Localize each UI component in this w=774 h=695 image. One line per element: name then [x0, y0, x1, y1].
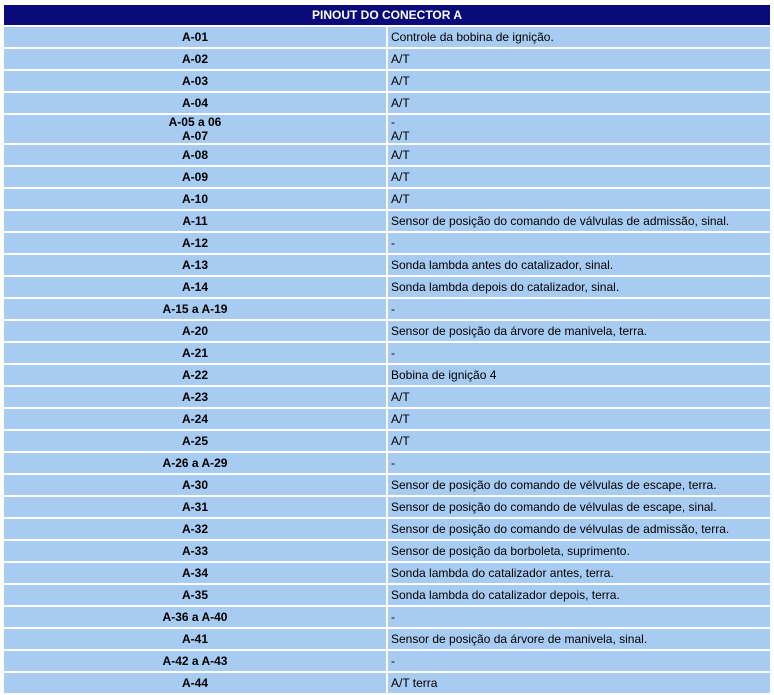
- description-cell: -: [388, 299, 770, 319]
- pin-cell: A-04: [4, 93, 386, 113]
- description-cell: Sensor de posição do comando de vélvulas de escape, terra.: [388, 475, 770, 495]
- pin-cell: A-10: [4, 189, 386, 209]
- description-cell: Sensor de posição da árvore de manivela, terra.: [388, 321, 770, 341]
- pin-cell: A-24: [4, 409, 386, 429]
- description-cell: Sonda lambda do catalizador antes, terra.: [388, 563, 770, 583]
- description-cell: A/T: [388, 145, 770, 165]
- table-row: [4, 651, 770, 671]
- pin-cell: A-13: [4, 255, 386, 275]
- pin-cell: A-44: [4, 673, 386, 693]
- pin-cell: A-02: [4, 49, 386, 69]
- table-row: [4, 365, 770, 385]
- description-cell: -: [388, 607, 770, 627]
- table-row: [4, 49, 770, 69]
- description-cell: A/T: [388, 49, 770, 69]
- pin-cell: A-42 a A-43: [4, 651, 386, 671]
- pinout-table-container: [2, 3, 772, 695]
- pinout-table: [2, 3, 772, 695]
- pin-cell: A-41: [4, 629, 386, 649]
- description-cell: -: [388, 343, 770, 363]
- description-cell: -: [388, 453, 770, 473]
- table-row: [4, 541, 770, 561]
- description-cell: Sensor de posição do comando de vélvulas de admissão, terra.: [388, 519, 770, 539]
- description-cell: - A/T: [388, 115, 770, 143]
- description-cell: Bobina de ignição 4: [388, 365, 770, 385]
- table-row: [4, 453, 770, 473]
- pin-cell: A-22: [4, 365, 386, 385]
- pin-cell: A-31: [4, 497, 386, 517]
- table-row: [4, 431, 770, 451]
- pin-cell: A-25: [4, 431, 386, 451]
- table-row: [4, 299, 770, 319]
- description-cell: Sonda lambda depois do catalizador, sinal.: [388, 277, 770, 297]
- table-row: [4, 673, 770, 693]
- table-row: [4, 343, 770, 363]
- description-cell: A/T: [388, 387, 770, 407]
- description-cell: A/T: [388, 71, 770, 91]
- table-row: [4, 497, 770, 517]
- pin-cell: A-21: [4, 343, 386, 363]
- description-cell: A/T: [388, 93, 770, 113]
- table-row: [4, 255, 770, 275]
- table-row: [4, 145, 770, 165]
- table-row: [4, 211, 770, 231]
- table-row: [4, 475, 770, 495]
- description-cell: Sonda lambda antes do catalizador, sinal.: [388, 255, 770, 275]
- table-row: [4, 167, 770, 187]
- pin-cell: A-35: [4, 585, 386, 605]
- description-cell: A/T: [388, 409, 770, 429]
- description-cell: Sensor de posição da árvore de manivela, sinal.: [388, 629, 770, 649]
- table-row: [4, 189, 770, 209]
- description-cell: Sensor de posição do comando de vélvulas de escape, sinal.: [388, 497, 770, 517]
- table-header-row: [4, 5, 770, 25]
- description-cell: -: [388, 651, 770, 671]
- description-cell: A/T: [388, 167, 770, 187]
- table-row: [4, 93, 770, 113]
- pin-cell: A-26 a A-29: [4, 453, 386, 473]
- table-title: PINOUT DO CONECTOR A: [4, 5, 770, 25]
- pin-cell: A-09: [4, 167, 386, 187]
- table-row: [4, 321, 770, 341]
- pin-cell: A-15 a A-19: [4, 299, 386, 319]
- table-row: [4, 277, 770, 297]
- pin-cell: A-03: [4, 71, 386, 91]
- table-row: [4, 519, 770, 539]
- table-row: [4, 585, 770, 605]
- pin-cell: A-32: [4, 519, 386, 539]
- pin-cell: A-33: [4, 541, 386, 561]
- pin-cell: A-34: [4, 563, 386, 583]
- pin-cell: A-08: [4, 145, 386, 165]
- description-cell: A/T: [388, 431, 770, 451]
- pin-cell: A-14: [4, 277, 386, 297]
- table-row: [4, 115, 770, 143]
- pin-cell: A-05 a 06 A-07: [4, 115, 386, 143]
- pin-cell: A-23: [4, 387, 386, 407]
- description-cell: Controle da bobina de ignição.: [388, 27, 770, 47]
- description-cell: Sonda lambda do catalizador depois, terra.: [388, 585, 770, 605]
- table-row: [4, 607, 770, 627]
- table-row: [4, 629, 770, 649]
- pin-cell: A-12: [4, 233, 386, 253]
- description-cell: -: [388, 233, 770, 253]
- description-cell: Sensor de posição da borboleta, suprimento.: [388, 541, 770, 561]
- pin-cell: A-20: [4, 321, 386, 341]
- table-row: [4, 409, 770, 429]
- description-cell: A/T terra: [388, 673, 770, 693]
- table-row: [4, 387, 770, 407]
- table-row: [4, 563, 770, 583]
- description-cell: A/T: [388, 189, 770, 209]
- pin-cell: A-01: [4, 27, 386, 47]
- table-row: [4, 233, 770, 253]
- pin-cell: A-30: [4, 475, 386, 495]
- table-row: [4, 27, 770, 47]
- table-body: [4, 27, 770, 693]
- pin-cell: A-36 a A-40: [4, 607, 386, 627]
- description-cell: Sensor de posição do comando de válvulas de admissão, sinal.: [388, 211, 770, 231]
- table-row: [4, 71, 770, 91]
- pin-cell: A-11: [4, 211, 386, 231]
